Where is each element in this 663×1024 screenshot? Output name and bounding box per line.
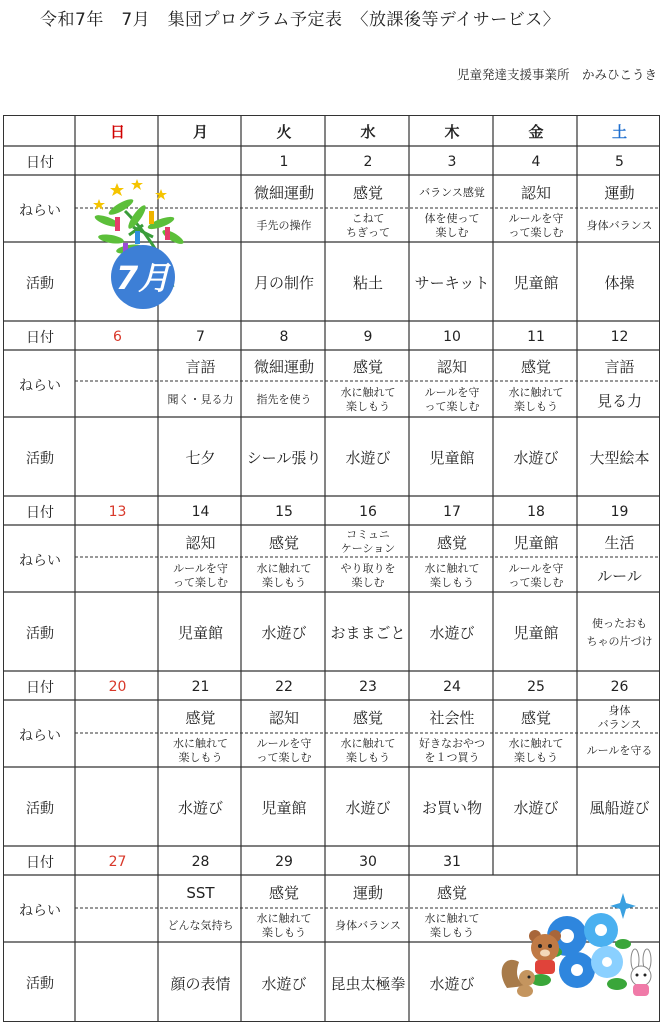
row-label-activity: 活動 <box>26 450 54 467</box>
aim-cell: 感覚 <box>520 709 551 727</box>
date-cell: 3 <box>447 153 457 170</box>
aim-detail-cell: 水に触れて 楽しもう <box>424 912 480 939</box>
row-label-date: 日付 <box>26 679 54 696</box>
activity-cell: 七夕 <box>185 449 216 467</box>
row-label-activity: 活動 <box>26 625 54 642</box>
aim-cell: 感覚 <box>268 884 299 902</box>
date-cell: 2 <box>363 153 373 170</box>
aim-detail-cell: 水に触れて 楽しもう <box>256 912 312 939</box>
activity-cell: おままごと <box>330 624 406 642</box>
aim-cell: 認知 <box>520 184 551 202</box>
date-cell: 20 <box>108 678 127 695</box>
row-label-activity: 活動 <box>26 275 54 292</box>
aim-detail-cell: こねて ちぎって <box>346 212 390 239</box>
activity-cell: 大型絵本 <box>589 449 650 467</box>
aim-detail-cell: 見る力 <box>596 391 642 410</box>
organization-name: 児童発達支援事業所 かみひこうき <box>456 67 657 82</box>
aim-cell: コミュニ ケーション <box>340 528 396 555</box>
date-cell: 5 <box>615 153 624 170</box>
activity-cell: 水遊び <box>345 799 391 817</box>
date-cell <box>159 147 242 176</box>
date-cell: 15 <box>275 503 293 520</box>
row-label-date: 日付 <box>26 854 54 871</box>
row-label-aim: ねらい <box>19 202 61 219</box>
activity-cell: 水遊び <box>177 799 223 817</box>
date-cell: 7 <box>196 328 205 345</box>
activity-cell: お買い物 <box>421 799 482 817</box>
date-cell: 30 <box>359 853 377 870</box>
aim-cell: 感覚 <box>520 358 551 376</box>
aim-detail-cell: 水に触れて 楽しもう <box>173 737 228 764</box>
aim-cell: 感覚 <box>352 184 383 202</box>
aim-detail-cell: ルールを守 って楽しむ <box>173 561 228 589</box>
weekday-header: 月 <box>192 123 208 141</box>
activity-cell: 風船遊び <box>589 799 650 817</box>
row-label-aim: ねらい <box>19 552 61 569</box>
row-label-aim: ねらい <box>19 727 61 744</box>
activity-cell: 水遊び <box>429 974 475 993</box>
page-title: 令和7年 7月 集団プログラム予定表 〈放課後等デイサービス〉 <box>40 10 561 30</box>
aim-cell: 言語 <box>185 358 216 376</box>
aim-detail-cell: ルールを守 って楽しむ <box>424 386 480 413</box>
date-cell: 21 <box>191 678 210 695</box>
squirrel-icon <box>502 960 535 997</box>
aim-detail-cell: 身体バランス <box>586 219 653 232</box>
date-cell: 27 <box>108 853 127 870</box>
aim-detail-cell: ルールを守 って楽しむ <box>508 212 564 239</box>
date-cell: 17 <box>443 503 461 520</box>
activity-cell: 体操 <box>604 274 635 292</box>
date-cell: 25 <box>527 678 545 695</box>
aim-detail-cell: 身体バランス <box>335 919 401 932</box>
aim-detail-cell: 水に触れて 楽しもう <box>256 561 312 589</box>
rabbit-icon <box>631 949 651 996</box>
date-cell: 29 <box>275 853 293 870</box>
activity-cell: 水遊び <box>261 974 307 993</box>
row-label-date: 日付 <box>26 329 54 346</box>
activity-cell: 水遊び <box>513 799 559 817</box>
date-cell: 28 <box>191 853 210 870</box>
date-cell: 31 <box>443 853 461 870</box>
aim-detail-cell: 水に触れて 楽しもう <box>508 386 564 413</box>
activity-cell: 児童館 <box>513 624 559 642</box>
month-badge-text: 7月 <box>115 259 171 297</box>
weekday-header: 土 <box>611 123 627 141</box>
aim-cell: 生活 <box>604 533 635 552</box>
aim-cell: 感覚 <box>268 533 299 552</box>
activity-cell: 粘土 <box>352 274 383 292</box>
tanabata-bamboo-illustration <box>77 177 241 321</box>
aim-cell: 運動 <box>352 884 383 902</box>
date-cell: 24 <box>443 678 461 695</box>
schedule-calendar <box>3 115 660 1022</box>
row-label-aim: ねらい <box>19 377 61 394</box>
date-cell: 12 <box>610 328 629 345</box>
date-cell: 8 <box>279 328 289 345</box>
weekday-header: 金 <box>528 123 544 141</box>
bear-squirrel-morning-glory-illustration <box>495 848 661 1023</box>
activity-cell: 月の制作 <box>253 274 314 292</box>
aim-cell: 言語 <box>604 358 635 376</box>
activity-cell: 水遊び <box>513 449 559 467</box>
date-cell: 13 <box>108 503 127 520</box>
activity-cell: 児童館 <box>177 624 223 642</box>
date-cell: 4 <box>531 153 541 170</box>
weekday-header: 火 <box>276 123 292 141</box>
date-cell: 14 <box>191 503 210 520</box>
date-cell: 23 <box>359 678 377 695</box>
aim-detail-cell: ルール <box>597 567 642 585</box>
aim-detail-cell: 水に触れて 楽しもう <box>340 737 396 764</box>
activity-cell: 顔の表情 <box>170 974 231 993</box>
aim-detail-cell: 好きなおやつ を１つ買う <box>419 737 485 764</box>
aim-detail-cell: やり取りを 楽しむ <box>340 561 396 589</box>
row-label-date: 日付 <box>26 154 54 171</box>
aim-detail-cell: 手先の操作 <box>256 219 312 232</box>
date-cell: 9 <box>363 328 373 345</box>
date-cell <box>76 147 159 176</box>
date-cell: 1 <box>279 153 289 170</box>
aim-detail-cell: ルールを守 って楽しむ <box>256 737 312 764</box>
aim-cell: 認知 <box>185 533 216 552</box>
aim-detail-cell: ルールを守る <box>586 744 653 757</box>
sparkle-icon <box>610 893 636 919</box>
aim-cell: 感覚 <box>352 709 383 727</box>
activity-cell: サーキット <box>414 274 490 292</box>
activity-cell: 児童館 <box>429 449 475 467</box>
aim-cell: 社会性 <box>429 709 475 727</box>
activity-cell: シール張り <box>246 449 322 467</box>
bear-icon <box>529 930 561 974</box>
aim-detail-cell: 体を使って 楽しむ <box>424 212 480 239</box>
aim-cell: SST <box>186 883 215 902</box>
date-cell: 19 <box>610 503 629 520</box>
weekday-header: 木 <box>444 123 460 141</box>
aim-cell: 感覚 <box>185 709 216 727</box>
aim-cell: 微細運動 <box>253 184 314 202</box>
aim-detail-cell: 聞く・見る力 <box>167 393 234 406</box>
date-cell: 11 <box>527 328 545 345</box>
date-cell: 6 <box>113 328 122 345</box>
activity-cell: 昆虫太極拳 <box>330 974 406 993</box>
activity-cell: 水遊び <box>345 449 391 467</box>
aim-cell: バランス感覚 <box>419 185 485 199</box>
row-label-date: 日付 <box>26 504 54 521</box>
activity-cell: 水遊び <box>261 624 307 642</box>
aim-detail-cell: ルールを守 って楽しむ <box>508 561 564 589</box>
date-cell: 18 <box>527 503 545 520</box>
aim-cell: 認知 <box>268 709 299 727</box>
date-cell: 22 <box>275 678 293 695</box>
activity-cell: 児童館 <box>513 274 559 292</box>
date-cell: 16 <box>359 503 377 520</box>
activity-cell: 使ったおも ちゃの片づけ <box>586 616 653 648</box>
aim-cell: 微細運動 <box>253 358 314 376</box>
aim-cell: 感覚 <box>436 533 467 552</box>
aim-cell: 運動 <box>604 184 635 202</box>
aim-detail-cell: 水に触れて 楽しもう <box>340 386 396 413</box>
row-label-aim: ねらい <box>19 902 61 919</box>
row-label-activity: 活動 <box>26 976 54 992</box>
aim-cell: 感覚 <box>352 358 383 376</box>
aim-detail-cell: 指先を使う <box>256 393 312 406</box>
month-badge <box>111 245 175 309</box>
aim-cell: 身体 バランス <box>597 703 642 731</box>
weekday-header: 日 <box>109 123 125 141</box>
aim-cell: 児童館 <box>513 533 559 552</box>
activity-cell: 児童館 <box>261 799 307 817</box>
aim-cell: 認知 <box>436 358 467 376</box>
aim-cell: 感覚 <box>436 884 467 902</box>
date-cell: 10 <box>443 328 461 345</box>
aim-detail-cell: 水に触れて 楽しもう <box>424 561 480 589</box>
row-label-activity: 活動 <box>26 800 54 817</box>
aim-detail-cell: どんな気持ち <box>167 919 234 932</box>
date-cell: 26 <box>610 678 629 695</box>
aim-detail-cell: 水に触れて 楽しもう <box>508 737 564 764</box>
activity-cell: 水遊び <box>429 624 475 642</box>
weekday-header: 水 <box>360 123 376 141</box>
